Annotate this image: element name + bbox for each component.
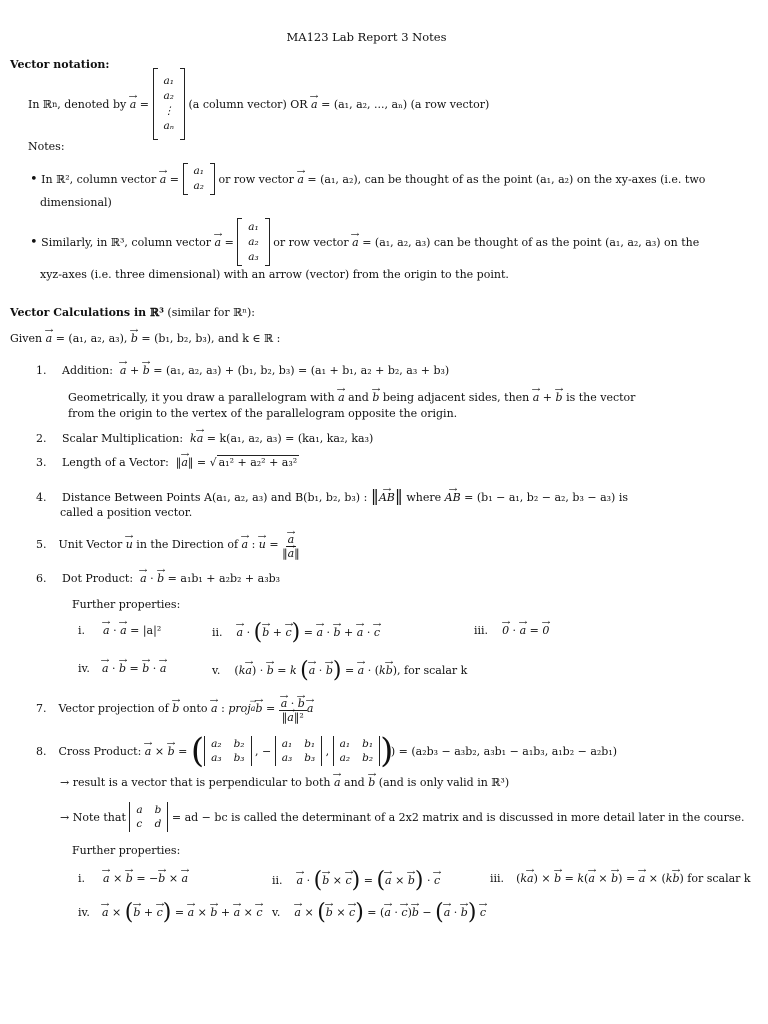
item-3: 3. Length of a Vector: ‖→ a‖ = √ a₁² + a₂² + a₃² xyxy=(36,456,299,469)
vec-a: → a xyxy=(297,173,304,186)
det-entry: b₃ xyxy=(233,752,245,764)
col-entry: ⋮ xyxy=(163,105,174,117)
cross-note-2b-text: = ad − bc is called the determinant of a 2x2 matrix and is discussed in more detail later in the course. xyxy=(171,810,745,824)
addition-note-3: is the vector xyxy=(566,391,636,404)
bullet-2: • Similarly, in ℝ³, column vector → a = a₁ a₂ a₃ or row vector → a = (a₁, a₂, a₃) can be thought of as the point (a₁, a₂, a₃) on the xyxy=(30,218,699,266)
item-formula: in the Direction of xyxy=(136,537,239,551)
item-number: 6. xyxy=(36,572,47,585)
det-entry: a₂ xyxy=(339,752,351,764)
col-entry: a₁ xyxy=(193,165,204,177)
dot-prop-i: i.→ a · → a = |a|² xyxy=(78,624,161,637)
item-formula-3: = (b₁ − a₁, b₂ − a₂, b₃ − a₃) is xyxy=(464,491,628,504)
vec-a: → a xyxy=(311,98,318,111)
further-properties-1: Further properties: xyxy=(72,598,181,611)
det-entry: a xyxy=(136,804,143,816)
bullet1-d: dimensional) xyxy=(40,196,112,209)
item-label: Scalar Multiplication: xyxy=(62,432,184,445)
prop-v-tail: , for scalar k xyxy=(397,664,468,677)
further-properties-2: Further properties: xyxy=(72,844,181,857)
vec-a: → a xyxy=(352,236,359,249)
prop-num: i. xyxy=(78,624,86,637)
item-number: 8. xyxy=(36,744,47,758)
col-entry: a₃ xyxy=(248,250,259,263)
item-label: Length of a Vector: xyxy=(62,456,169,469)
det-entry: b₃ xyxy=(304,752,316,764)
item-formula: = k(a₁, a₂, a₃) = (ka₁, ka₂, ka₃) xyxy=(206,432,374,445)
det-entry: a₁ xyxy=(339,738,351,750)
vec-a: → a xyxy=(160,173,167,186)
column-vector xyxy=(153,68,186,140)
prop-num: iv. xyxy=(78,662,90,675)
col-entry: a₂ xyxy=(193,180,204,192)
dot-prop-ii: ii.→ a · (→ b + → c) = → a · → b + → a · → c xyxy=(212,622,380,644)
notes-label: Notes: xyxy=(28,140,65,153)
intro-exp: n xyxy=(52,99,58,109)
vector-notation-intro: In ℝ n , denoted by → a = a₁ a₂ ⋮ aₙ (a column vector) OR → a = (a₁, a₂, ..., aₙ) (a row vector) xyxy=(28,68,489,140)
det-entry: a₃ xyxy=(211,752,222,764)
item-number: 5. xyxy=(36,537,47,551)
item-label: Cross Product: xyxy=(58,744,142,758)
cross-prop-iii: iii. (k→ a) × → b = k(→ a × → b) = → a × (k→ b) for scalar k xyxy=(490,872,751,885)
item-label: Unit Vector xyxy=(58,537,123,551)
addition-note-1: Geometrically, it you draw a parallelogram with xyxy=(68,391,335,404)
dot-prop-iii: iii.→ 0 · → a = → 0 xyxy=(474,624,549,637)
bullet-1: • In ℝ², column vector → a = a₁ a₂ or row vector → a = (a₁, a₂), can be thought of as the point (a₁, a₂) on the xy-axes (i.e. two xyxy=(30,163,705,195)
given-prefix: Given xyxy=(10,332,43,345)
cross-note-1: → result is a vector that is perpendicular to both → a and → b (and is only valid in ℝ³) xyxy=(60,776,509,789)
cross-prop-tail: for scalar k xyxy=(687,872,751,885)
det-entry: d xyxy=(154,818,162,830)
bullet1-c: = (a₁, a₂), can be thought of as the point (a₁, a₂) on the xy-axes (i.e. two xyxy=(307,172,706,186)
col-entry: a₁ xyxy=(248,220,259,233)
bullet2-c: = (a₁, a₂, a₃) can be thought of as the point (a₁, a₂, a₃) on the xyxy=(362,235,700,249)
row-vec: = (a₁, a₂, ..., aₙ) (a row vector) xyxy=(321,97,490,111)
prop-num: ii. xyxy=(272,874,283,887)
addition-note-2: being adjacent sides, then xyxy=(382,391,530,404)
cross-prop-ii: ii.→ a · (→ b × → c) = (→ a × → b) · → c xyxy=(272,870,440,892)
item-number: 1. xyxy=(36,364,47,377)
det-entry: a₂ xyxy=(211,738,222,750)
item-number: 2. xyxy=(36,432,47,445)
col-entry: a₁ xyxy=(163,75,174,87)
item-label: Dot Product: xyxy=(62,572,134,585)
given-b: = (b₁, b₂, b₃), and k ∈ ℝ : xyxy=(141,332,281,345)
item-formula: a₁² + a₂² + a₃² xyxy=(218,456,298,469)
prop-num: iii. xyxy=(490,872,505,885)
col-entry: aₙ xyxy=(163,120,175,132)
determinant-2x2 xyxy=(129,802,168,832)
item-2: 2. Scalar Multiplication: k→ a = k(a₁, a₂, a₃) = (ka₁, ka₂, ka₃) xyxy=(36,432,373,445)
item-1: 1. Addition: → a + → b = (a₁, a₂, a₃) + (b₁, b₂, b₃) = (a₁ + b₁, a₂ + b₂, a₃ + b₃) xyxy=(36,364,449,377)
intro-mid: , denoted by xyxy=(57,97,127,111)
prop-num: ii. xyxy=(212,626,223,639)
calculations-heading: Vector Calculations in ℝ³ xyxy=(10,306,164,319)
item-formula: A(a₁, a₂, a₃) and B(b₁, b₂, b₃) : xyxy=(204,491,368,504)
item-4: 4. Distance Between Points A(a₁, a₂, a₃) and B(b₁, b₂, b₃) : ‖→ AB‖ where → AB = (b₁ − a₁, b₂ − a₂, b₃ − a₃) is xyxy=(36,486,628,505)
item-6: 6. Dot Product: → a · → b = a₁b₁ + a₂b₂ + a₃b₃ xyxy=(36,572,280,585)
cross-prop-i: i.→ a × → b = −→ b × → a xyxy=(78,872,188,885)
vec-a: → a xyxy=(130,98,137,111)
bullet1-b: or row vector xyxy=(218,172,294,186)
vec-b: → b xyxy=(131,332,138,345)
cross-prop-iv: iv.→ a × (→ b + → c) = → a × → b + → a × → c xyxy=(78,902,263,924)
given-a: = (a₁, a₂, a₃), xyxy=(55,332,128,345)
vec-a: → a xyxy=(46,332,53,345)
given-line xyxy=(10,332,280,345)
bullet2-a: Similarly, in ℝ³, column vector xyxy=(41,235,212,249)
det-entry: b xyxy=(154,804,162,816)
determinant xyxy=(333,736,380,766)
prop-num: i. xyxy=(78,872,86,885)
det-entry: c xyxy=(136,818,143,830)
det-entry: b₂ xyxy=(362,752,374,764)
det-entry: a₁ xyxy=(281,738,293,750)
item-formula: = (a₁, a₂, a₃) + (b₁, b₂, b₃) = (a₁ + b₁, a₂ + b₂, a₃ + b₃) xyxy=(153,364,450,377)
cross-prop-v: v.→ a × (→ b × → c) = (→ a · → c)→ b − (→ a · → b) → c xyxy=(272,902,486,924)
prop-num: v. xyxy=(272,906,281,919)
item-label: Addition: xyxy=(62,364,113,377)
item-formula: onto xyxy=(182,701,208,715)
item-number: 3. xyxy=(36,456,47,469)
prop-num: v. xyxy=(212,664,221,677)
det-entry: b₁ xyxy=(362,738,374,750)
item-number: 4. xyxy=(36,491,47,504)
col-entry: a₂ xyxy=(248,235,259,248)
determinant xyxy=(204,736,251,766)
cross-note-1-text: → result is a vector that is perpendicular to both xyxy=(60,776,331,789)
prop-num: iii. xyxy=(474,624,489,637)
item-label: Vector projection of xyxy=(58,701,169,715)
determinant xyxy=(275,736,322,766)
proj-label: proj xyxy=(228,701,251,715)
item-number: 7. xyxy=(36,701,47,715)
cross-note-1b-text: (and is only valid in ℝ³) xyxy=(378,776,510,789)
intro-prefix: In ℝ xyxy=(28,97,53,111)
item-label: Distance Between Points xyxy=(62,491,201,504)
prop-num: iv. xyxy=(78,906,90,919)
col-entry: a₂ xyxy=(163,90,174,102)
dot-prop-iv: iv.→ a · → b = → b · → a xyxy=(78,662,166,675)
det-entry: a₃ xyxy=(281,752,293,764)
vector-notation-heading: Vector notation: xyxy=(10,58,110,71)
item-4-cont: called a position vector. xyxy=(60,506,193,519)
bullet2-d: xyz-axes (i.e. three dimensional) with an arrow (vector) from the origin to the point. xyxy=(40,268,509,281)
item-formula-2: where xyxy=(406,491,442,504)
column-desc: (a column vector) OR xyxy=(188,97,308,111)
item-5: 5. Unit Vector → u in the Direction of → a : → u = → $\frac{a}{‖\to a‖}$ xyxy=(36,528,300,560)
vec-a: → a xyxy=(215,236,222,249)
addition-note-line2: from the origin to the vertex of the parallelogram opposite the origin. xyxy=(68,407,458,420)
det-entry: b₁ xyxy=(304,738,316,750)
bullet1-a: In ℝ², column vector xyxy=(41,172,157,186)
addition-note-line1: Geometrically, it you draw a parallelogram with → a and → b being adjacent sides, then → a + → b is the vector xyxy=(68,391,635,404)
calculations-heading-note: (similar for ℝⁿ): xyxy=(167,306,256,319)
item-8: 8. Cross Product: → a × → b = ( a₂ b₂ a₃ b₃ , − a₁ b₁ a₃ b₃ , a₁ b₁ a₂ b₂ ) ) = (a₂b₃ − a₃b₂, a₃b₁ − a₁b₃, a₁b₂ − a₂b₁) xyxy=(36,734,617,768)
item-formula: ) = (a₂b₃ − a₃b₂, a₃b₁ − a₁b₃, a₁b₂ − a₂b₁) xyxy=(390,744,618,758)
bullet2-b: or row vector xyxy=(273,235,349,249)
dot-prop-v: v. (k→ a) · → b = k (→ a · → b) = → a · (k→ b), for scalar k xyxy=(212,660,467,682)
cross-note-2-text: → Note that xyxy=(60,810,126,824)
item-formula: = a₁b₁ + a₂b₂ + a₃b₃ xyxy=(167,572,281,585)
det-entry: b₂ xyxy=(233,738,245,750)
column-vector-3 xyxy=(237,218,269,266)
calculations-heading-row xyxy=(10,306,255,319)
column-vector-2 xyxy=(183,163,215,195)
page-title: MA123 Lab Report 3 Notes xyxy=(286,30,447,44)
cross-note-2 xyxy=(60,800,745,834)
item-7: 7. Vector projection of → b onto → a : proj → a → b = → $\frac{a \cdot \to b}{\text{‖→ a‖²}}$ → a xyxy=(36,692,313,724)
